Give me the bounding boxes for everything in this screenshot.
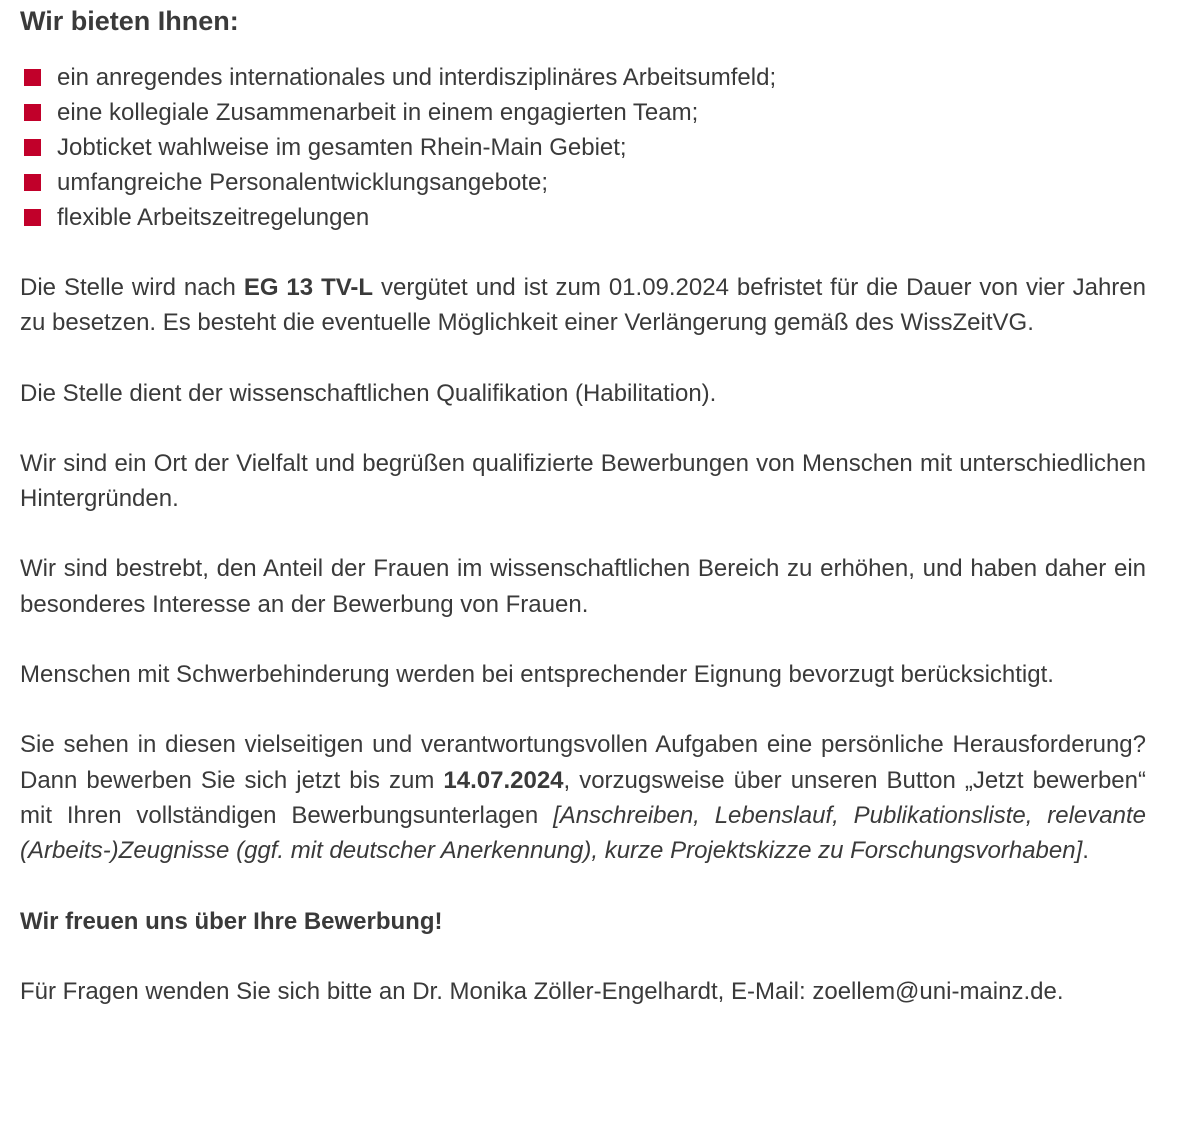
contact-text-end: . [1056,977,1064,1005]
list-item [20,60,1146,95]
square-bullet-icon [24,139,41,156]
square-bullet-icon [24,104,41,121]
benefits-list [20,60,1146,235]
women-paragraph: Wir sind bestrebt, den Anteil der Frauen im wissenschaftlichen Bereich zu erhöhen, und haben daher ein besonderes Interesse an der Bewerbung von Frauen. [20,555,1146,618]
benefit-text: eine kollegiale Zusammenarbeit in einem engagierten Team; [57,98,699,126]
application-text-pre: Sie sehen in diesen vielseitigen und verantwortungsvollen Aufgaben eine persönliche Herausforderung? Dann bewerben Sie sich jetzt bis zum [20,731,1146,794]
benefit-text: flexible Arbeitszeitregelungen [57,203,370,231]
application-paragraph [20,727,1146,868]
qualification-paragraph: Die Stelle dient der wissenschaftlichen Qualifikation (Habilitation). [20,379,717,407]
contact-email-link[interactable]: zoellem@uni-mainz.de [812,977,1057,1005]
square-bullet-icon [24,174,41,191]
contact-paragraph [20,974,1146,1009]
contact-text-pre: Für Fragen wenden Sie sich bitte an Dr. Monika Zöller-Engelhardt, E-Mail: [20,977,813,1005]
diversity-paragraph: Wir sind ein Ort der Vielfalt und begrüßen qualifizierte Bewerbungen von Menschen mit unterschiedlichen Hintergründen. [20,449,1146,513]
salary-text-pre: Die Stelle wird nach [20,274,244,301]
salary-text-post: vergütet und ist zum 01.09.2024 befristet für die Dauer von vier Jahren zu besetzen. Es besteht die eventuelle Möglichkeit einer Verlängerung gemäß des WissZeitVG. [20,274,1146,337]
list-item [20,95,1146,130]
offer-heading: Wir bieten Ihnen: [20,6,239,36]
disability-paragraph: Menschen mit Schwerbehinderung werden bei entsprechender Eignung bevorzugt berücksichtigt. [20,661,1054,689]
benefit-text: ein anregendes internationales und interdisziplinäres Arbeitsumfeld; [57,63,777,91]
closing-line: Wir freuen uns über Ihre Bewerbung! [20,907,443,935]
square-bullet-icon [24,69,41,86]
benefit-text: umfangreiche Personalentwicklungsangebote; [57,168,548,196]
salary-grade: EG 13 TV-L [243,274,374,301]
square-bullet-icon [24,209,41,226]
benefit-text: Jobticket wahlweise im gesamten Rhein-Main Gebiet; [57,133,627,161]
application-text-end: . [1082,837,1089,865]
list-item [20,200,1146,235]
list-item [20,165,1146,200]
list-item [20,130,1146,165]
application-text-mid: , vorzugsweise über unseren Button „Jetzt bewerben“ mit Ihren vollständigen Bewerbungsunterlagen [20,766,1146,829]
salary-paragraph [20,270,1146,341]
application-documents: [Anschreiben, Lebenslauf, Publikationsliste, relevante (Arbeits-)Zeugnisse (ggf. mit deutscher Anerkennung), kurze Projektskizze zu Forschungsvorhaben] [20,801,1146,865]
application-deadline: 14.07.2024 [443,766,564,794]
